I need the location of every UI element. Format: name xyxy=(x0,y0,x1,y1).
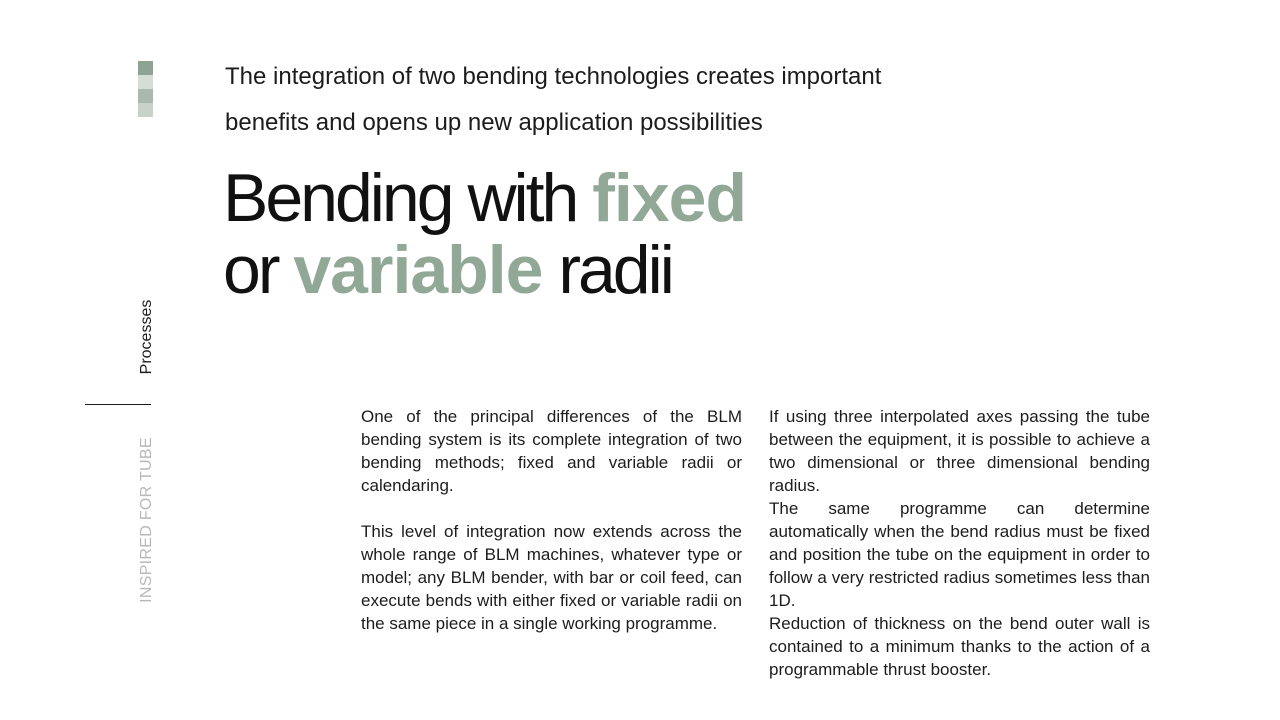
body-paragraph: Reduction of thickness on the bend outer wall is contained to a minimum thanks to the action of a programmable thrust booster. xyxy=(769,614,1150,679)
intro-line-1: The integration of two bending technologies creates important xyxy=(225,63,882,90)
title-part-1: Bending with xyxy=(223,160,593,236)
brand-tagline: INSPIRED FOR TUBE xyxy=(138,437,155,603)
sidebar-divider xyxy=(85,404,151,405)
body-paragraph: This level of integration now extends across the whole range of BLM machines, whatever type or model; any BLM bender, with bar or coil feed, can execute bends with either fixed or variable radii on the same piece in a single working programme. xyxy=(361,522,742,633)
intro-line-2: benefits and opens up new application possibilities xyxy=(225,109,763,136)
title-accent-variable: variable xyxy=(293,232,543,308)
color-swatch-strip xyxy=(138,61,153,117)
title-part-3: radii xyxy=(542,232,672,308)
intro-heading xyxy=(225,54,1025,146)
body-column-left xyxy=(361,405,742,635)
title-part-2: or xyxy=(223,232,294,308)
body-column-right xyxy=(769,405,1150,681)
body-paragraph: If using three interpolated axes passing the tube between the equipment, it is possible to achieve a two dimensional or three dimensional bending radius. xyxy=(769,407,1150,495)
body-paragraph: One of the principal differences of the BLM bending system is its complete integration of two bending methods; fixed and variable radii or calendaring. xyxy=(361,407,742,495)
page-title xyxy=(223,162,746,306)
title-accent-fixed: fixed xyxy=(592,160,746,236)
section-label: Processes xyxy=(138,299,155,375)
color-swatch xyxy=(138,89,153,103)
color-swatch xyxy=(138,61,153,75)
body-paragraph: The same programme can determine automatically when the bend radius must be fixed and position the tube on the equipment in order to follow a very restricted radius sometimes less than 1D. xyxy=(769,499,1150,610)
color-swatch xyxy=(138,75,153,89)
color-swatch xyxy=(138,103,153,117)
